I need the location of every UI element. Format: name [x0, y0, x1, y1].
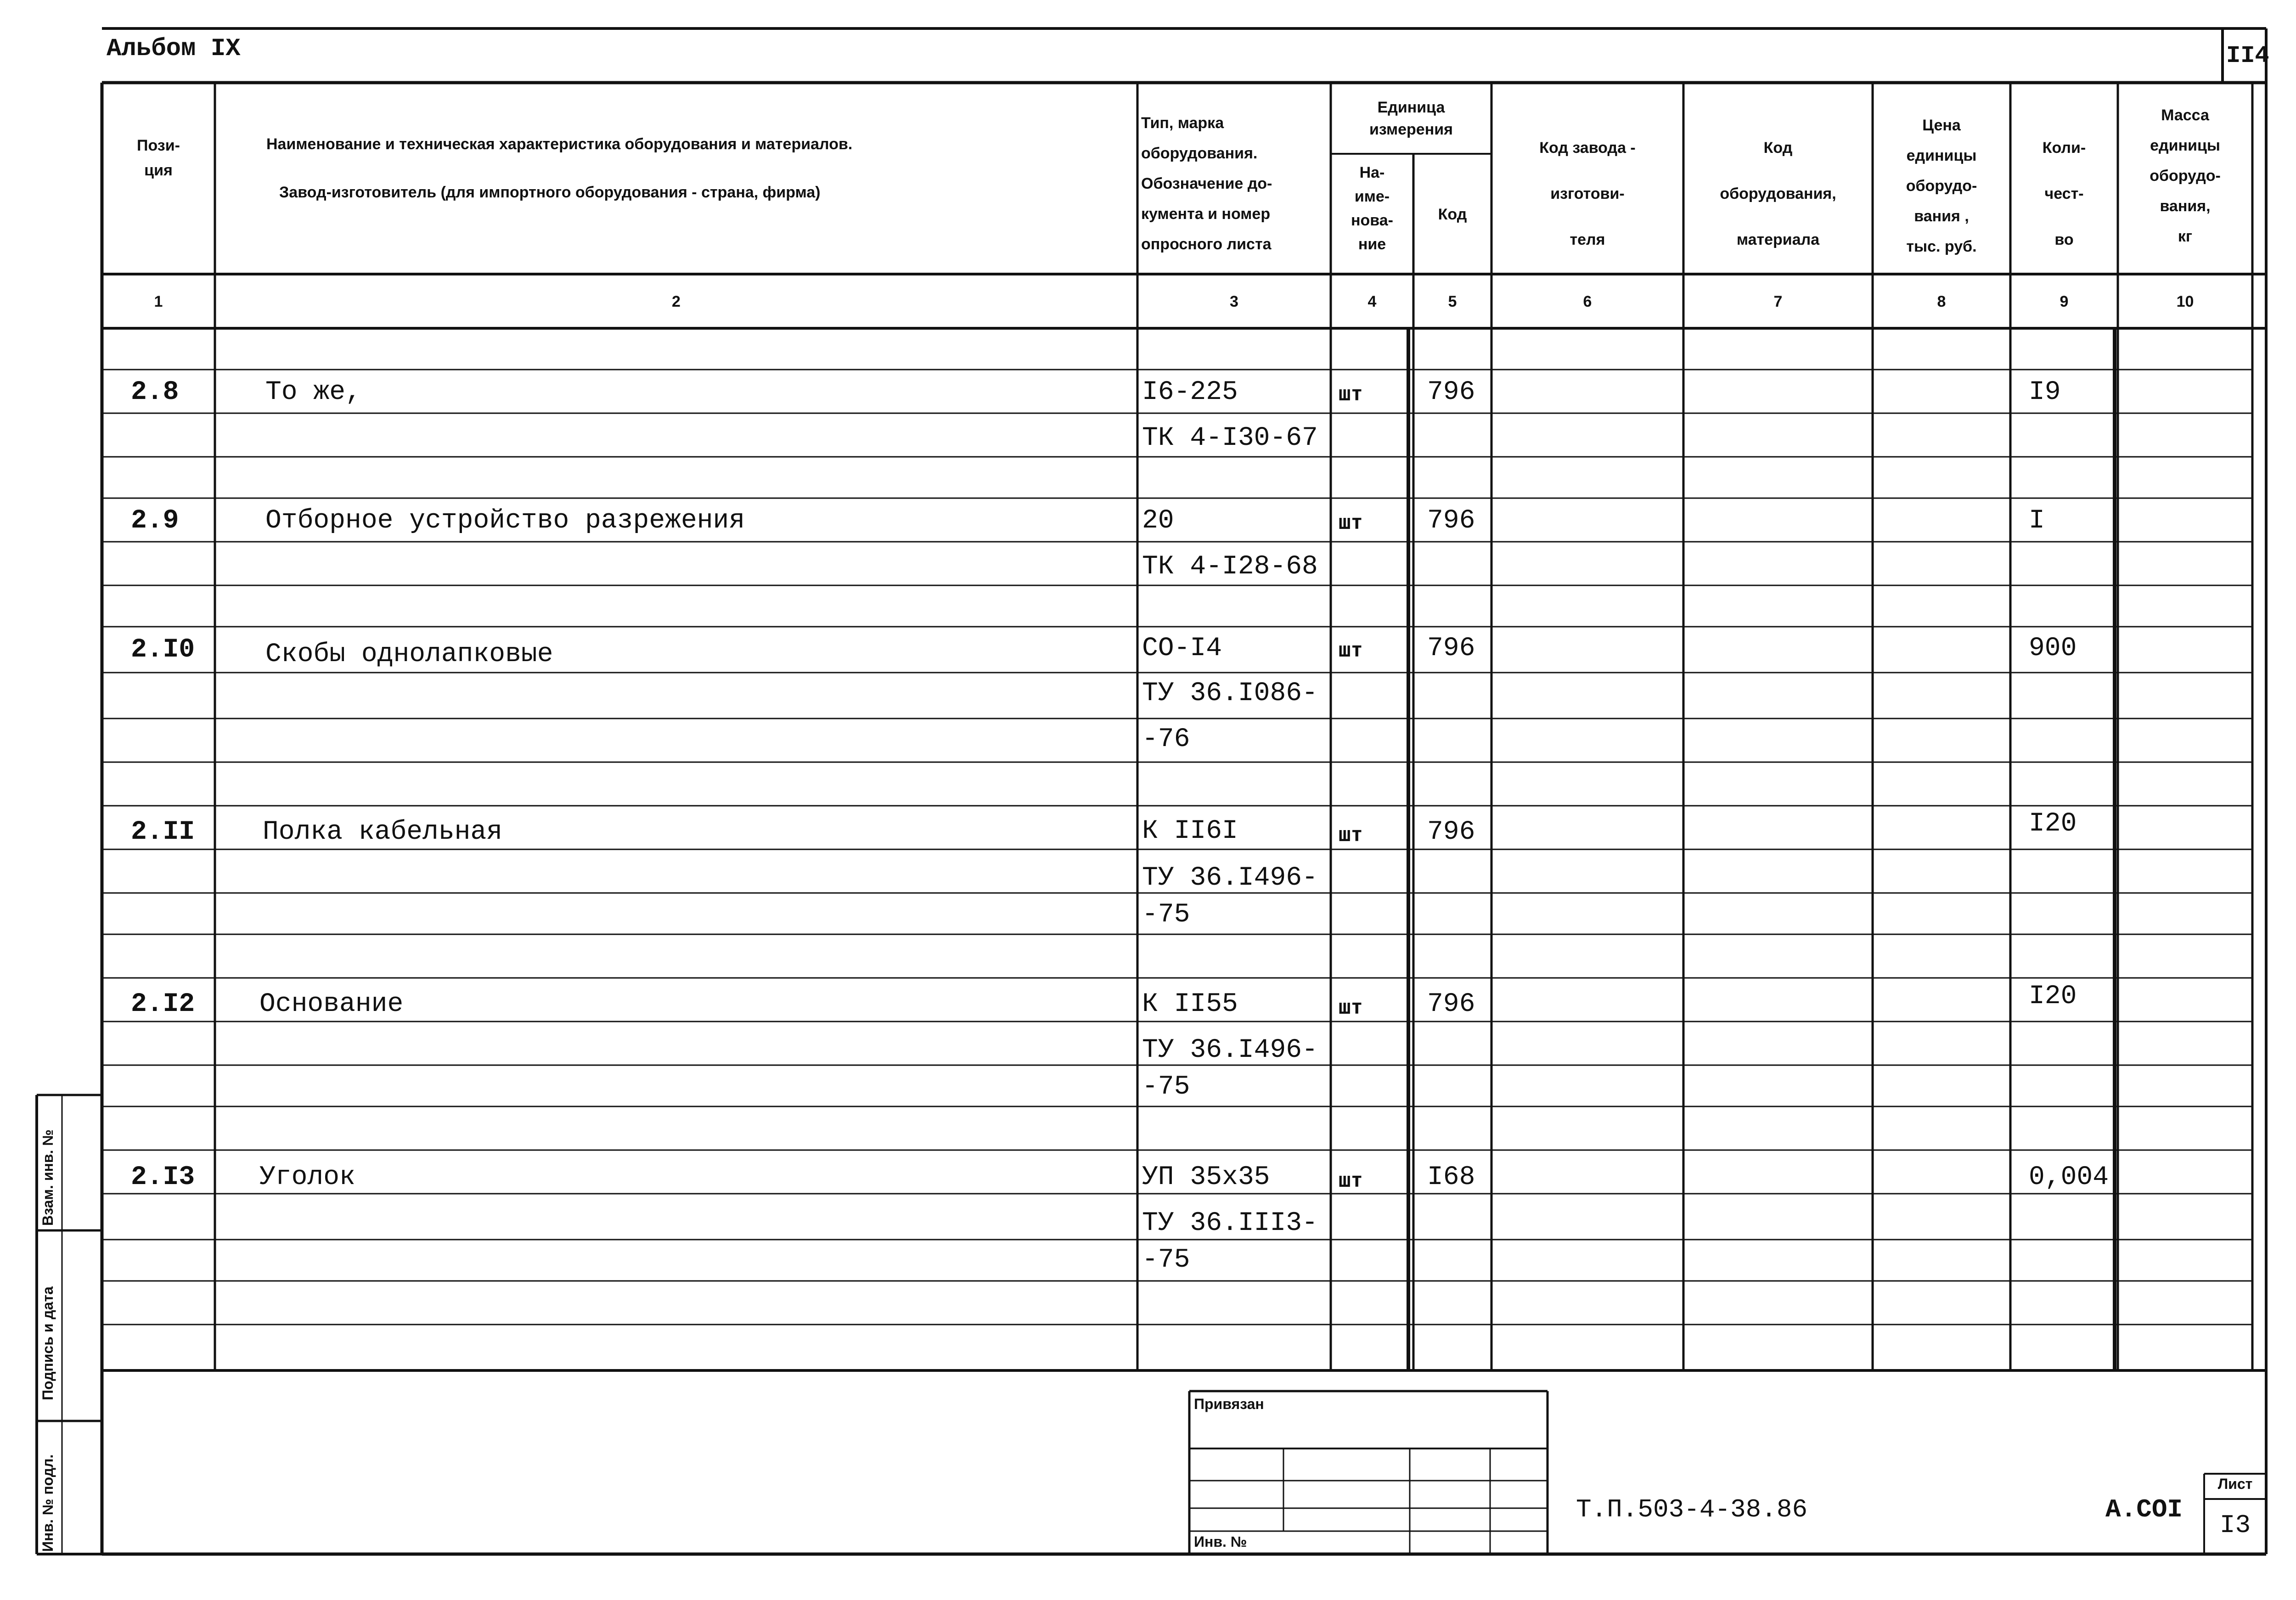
row-unit-code: 796: [1427, 377, 1475, 407]
row-unit: шт: [1339, 823, 1363, 846]
column-number: 2: [672, 293, 681, 310]
row-unit: шт: [1339, 638, 1363, 662]
column-number: 8: [1937, 293, 1946, 310]
row-document: ТУ 36.I496-: [1142, 1035, 1318, 1065]
row-unit-code: 796: [1427, 634, 1475, 663]
header-unit-name: На- име- нова- ние: [1351, 164, 1393, 253]
row-unit-code: 796: [1427, 989, 1475, 1019]
row-name: То же,: [265, 377, 361, 407]
sheet-number: I3: [2219, 1510, 2251, 1540]
column-number: 10: [2176, 293, 2194, 310]
row-document: -76: [1142, 724, 1190, 754]
row-unit: шт: [1339, 511, 1363, 534]
column-number: 5: [1448, 293, 1457, 310]
row-name: Основание: [259, 989, 404, 1019]
row-unit: шт: [1339, 995, 1363, 1019]
row-position: 2.I0: [131, 635, 195, 665]
row-quantity: I20: [2029, 809, 2077, 839]
header-price: Цена единицы оборудо- вания , тыс. руб.: [1906, 117, 1977, 255]
row-document: -75: [1142, 1245, 1190, 1275]
row-type: К II55: [1142, 989, 1238, 1019]
row-quantity: I: [2029, 506, 2045, 536]
column-number: 7: [1773, 293, 1783, 310]
row-position: 2.8: [131, 377, 179, 407]
row-type: УП 35х35: [1142, 1162, 1270, 1192]
row-quantity: I20: [2029, 982, 2077, 1011]
page-number: II4: [2226, 42, 2269, 69]
row-name: Отборное устройство разрежения: [265, 506, 745, 536]
column-number: 9: [2060, 293, 2069, 310]
header-name-line2: Завод-изготовитель (для импортного оборудования - страна, фирма): [279, 184, 821, 201]
row-quantity: 900: [2029, 634, 2077, 663]
drawing-code: А.СОI: [2105, 1495, 2183, 1524]
row-quantity: 0,004: [2029, 1162, 2109, 1192]
header-mass: Масса единицы оборудо- вания, кг: [2150, 107, 2221, 245]
row-document: ТУ 36.I086-: [1142, 679, 1318, 708]
row-type: I6-225: [1142, 377, 1238, 407]
column-number: 6: [1583, 293, 1592, 310]
column-number: 4: [1367, 293, 1377, 310]
sheet-label: Лист: [2217, 1476, 2253, 1492]
header-unit-code: Код: [1438, 206, 1467, 223]
row-position: 2.I2: [131, 989, 195, 1019]
stamp-signature-date: Подпись и дата: [39, 1286, 56, 1400]
column-number: 1: [154, 293, 163, 310]
row-type: К II6I: [1142, 816, 1238, 846]
row-position: 2.II: [131, 817, 195, 847]
row-name: Полка кабельная: [263, 817, 503, 847]
row-document: -75: [1142, 900, 1190, 930]
album-title: Альбом IX: [107, 35, 241, 63]
row-document: ТУ 36.III3-: [1142, 1208, 1318, 1238]
row-document: -75: [1142, 1072, 1190, 1102]
header-quantity: Коли- чест- во: [2042, 139, 2086, 248]
inventory-label: Инв. №: [1194, 1533, 1247, 1550]
row-document: ТК 4-I28-68: [1142, 552, 1318, 582]
row-unit-code: 796: [1427, 817, 1475, 847]
row-unit: шт: [1339, 382, 1363, 405]
header-name-line1: Наименование и техническая характеристика оборудования и материалов.: [266, 135, 853, 153]
stamp-original-inv: Инв. № подл.: [39, 1454, 56, 1552]
header-type: Тип, марка оборудования. Обозначение до- кумента и номер опросного листа: [1141, 114, 1272, 253]
row-type: СО-I4: [1142, 634, 1222, 663]
drawing-designation: Т.П.503-4-38.86: [1576, 1495, 1808, 1524]
header-position: Пози- ция: [137, 137, 180, 179]
column-number: 3: [1230, 293, 1238, 310]
header-plant-code: Код завода - изготови- теля: [1539, 139, 1636, 248]
linked-label: Привязан: [1194, 1396, 1264, 1412]
header-unit: Единица измерения: [1369, 99, 1453, 138]
row-document: ТУ 36.I496-: [1142, 863, 1318, 893]
row-unit: шт: [1339, 1168, 1363, 1192]
row-position: 2.I3: [131, 1162, 195, 1192]
row-name: Уголок: [259, 1162, 355, 1192]
row-position: 2.9: [131, 506, 179, 536]
row-unit-code: I68: [1427, 1162, 1475, 1192]
row-name: Скобы однолапковые: [265, 640, 553, 669]
row-document: ТК 4-I30-67: [1142, 423, 1318, 453]
header-equipment-code: Код оборудования, материала: [1720, 139, 1836, 248]
row-unit-code: 796: [1427, 506, 1475, 536]
row-quantity: I9: [2029, 377, 2061, 407]
row-type: 20: [1142, 506, 1174, 536]
stamp-replacement-inv: Взам. инв. №: [39, 1129, 56, 1226]
